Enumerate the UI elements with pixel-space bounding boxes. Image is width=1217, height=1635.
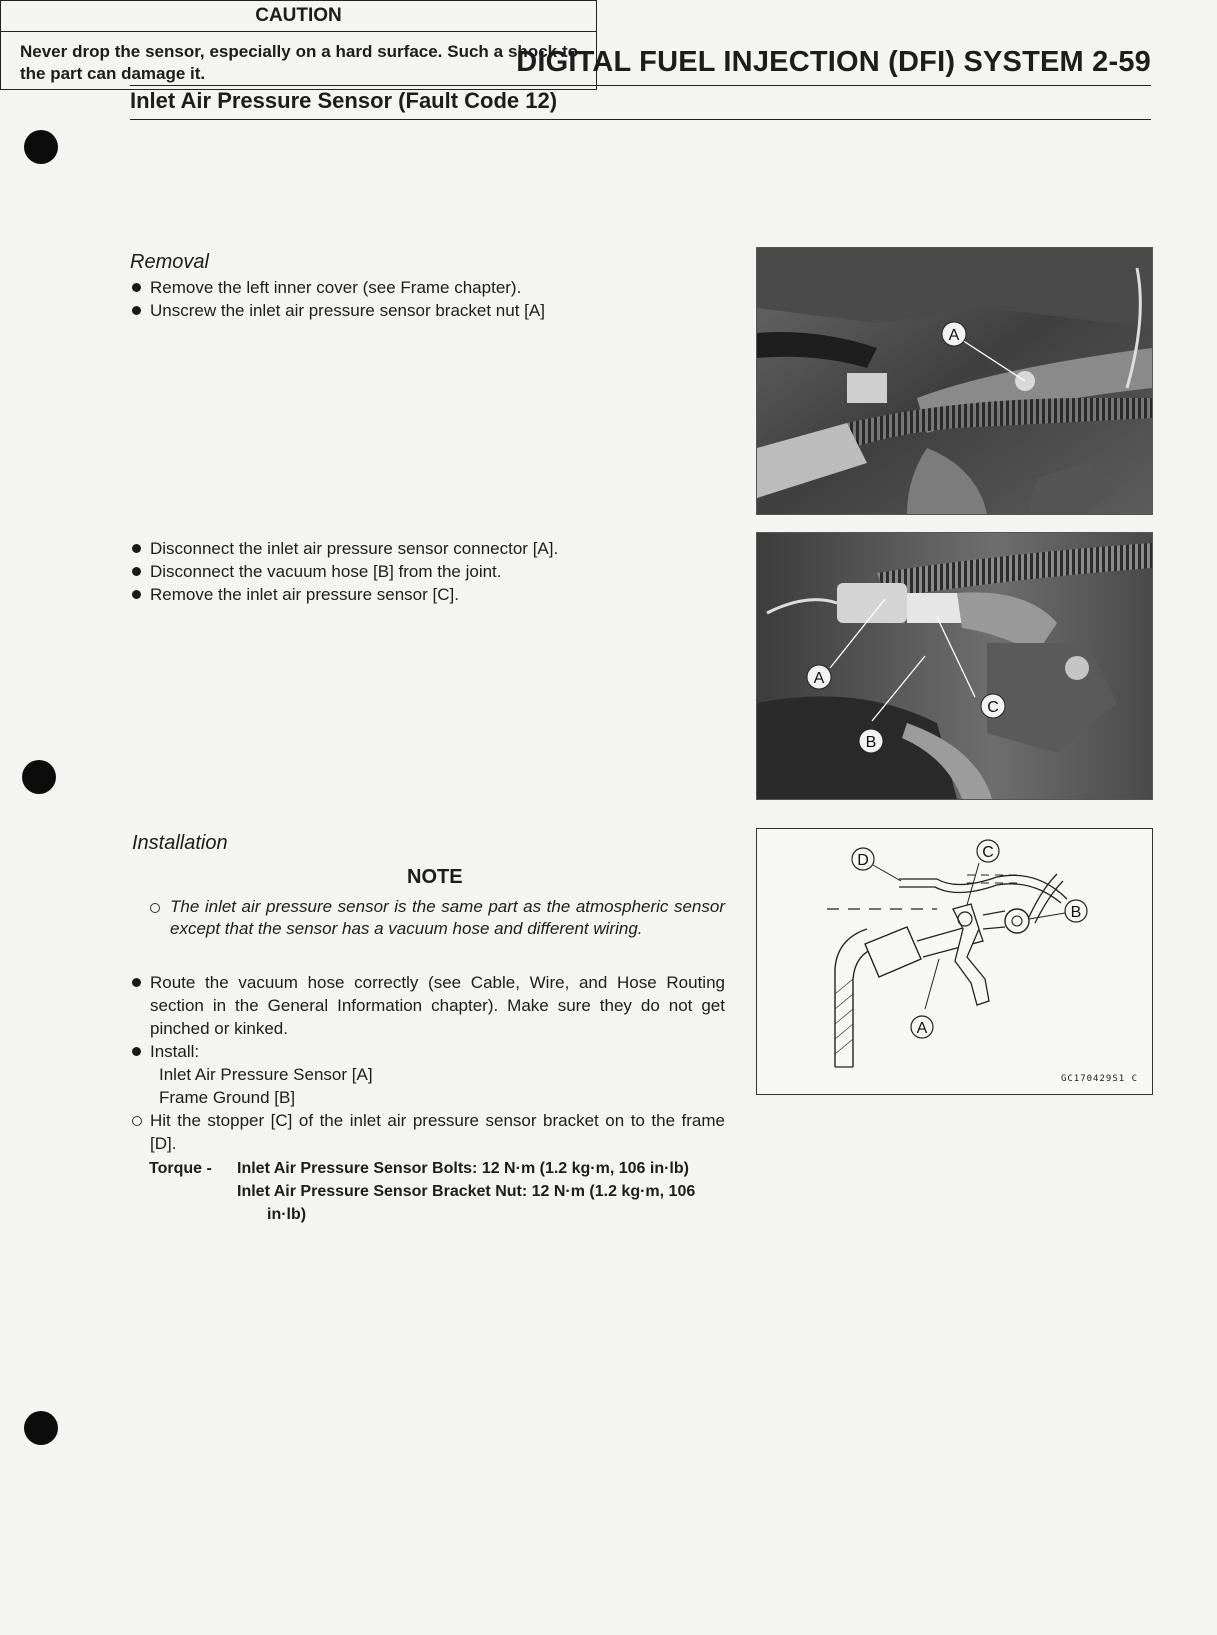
note-text: The inlet air pressure sensor is the same part as the atmospheric sensor except that the sensor has a vacuum hose and different wiring. xyxy=(170,897,725,938)
note-heading: NOTE xyxy=(407,866,463,888)
torque-spec: in·lb) xyxy=(267,1206,307,1223)
photo-sensor-connector xyxy=(756,532,1153,800)
bullet-icon xyxy=(132,306,141,315)
bullet-icon xyxy=(132,978,141,987)
step-text: Unscrew the inlet air pressure sensor bracket nut [A] xyxy=(150,301,545,320)
caution-box xyxy=(0,0,597,90)
bullet-icon xyxy=(132,544,141,553)
callout-label: A xyxy=(948,327,960,344)
photo-illustration xyxy=(757,533,1152,799)
callout-label: A xyxy=(916,1020,928,1037)
section-title: Inlet Air Pressure Sensor (Fault Code 12) xyxy=(130,88,558,113)
line-drawing xyxy=(757,829,1152,1094)
page-header-title: DIGITAL FUEL INJECTION (DFI) SYSTEM 2-59 xyxy=(516,46,1151,78)
list-item xyxy=(130,537,730,560)
punch-hole xyxy=(24,130,58,164)
installation-diagram xyxy=(756,828,1153,1095)
callout-label: C xyxy=(982,844,994,861)
caution-heading: CAUTION xyxy=(1,1,596,32)
torque-spec: Inlet Air Pressure Sensor Bolts: 12 N·m (1.2 kg·m, 106 in·lb) xyxy=(237,1160,689,1177)
list-item xyxy=(130,299,730,322)
hollow-bullet-icon xyxy=(150,903,160,913)
callout-label: B xyxy=(865,734,877,751)
installation-heading: Installation xyxy=(132,832,228,854)
callout-label: C xyxy=(987,699,999,716)
step-text: Disconnect the vacuum hose [B] from the joint. xyxy=(150,562,502,581)
list-item xyxy=(130,276,730,299)
bullet-icon xyxy=(132,567,141,576)
install-item: Inlet Air Pressure Sensor [A] xyxy=(159,1065,373,1084)
hollow-bullet-icon xyxy=(132,1116,142,1126)
step-text: Hit the stopper [C] of the inlet air pressure sensor bracket on to the frame [D]. xyxy=(150,1111,725,1153)
list-item xyxy=(130,1109,725,1155)
install-item: Frame Ground [B] xyxy=(159,1088,296,1107)
callout-label: D xyxy=(857,852,869,869)
step-text: Disconnect the inlet air pressure sensor connector [A]. xyxy=(150,539,559,558)
list-item xyxy=(130,1040,730,1063)
torque-spec: Inlet Air Pressure Sensor Bracket Nut: 12 N·m (1.2 kg·m, 106 xyxy=(237,1183,696,1200)
section-rule xyxy=(130,119,1151,120)
header-rule xyxy=(130,85,1151,86)
bullet-icon xyxy=(132,283,141,292)
step-text: Remove the left inner cover (see Frame chapter). xyxy=(150,278,522,297)
step-text: Route the vacuum hose correctly (see Cable, Wire, and Hose Routing section in the General Information chapter). Make sure they do not get pinched or kinked. xyxy=(150,973,725,1038)
caution-text: Never drop the sensor, especially on a hard surface. Such a shock to the part can damage it. xyxy=(20,42,578,83)
list-item xyxy=(130,560,730,583)
punch-hole xyxy=(24,1411,58,1445)
torque-label: Torque - xyxy=(149,1160,212,1177)
step-text: Install: xyxy=(150,1042,200,1061)
photo-sensor-bracket-nut xyxy=(756,247,1153,515)
figure-code: GC170429S1 C xyxy=(1060,1074,1138,1084)
bullet-icon xyxy=(132,590,141,599)
callout-label: B xyxy=(1070,904,1082,921)
removal-heading: Removal xyxy=(130,251,209,273)
step-text: Remove the inlet air pressure sensor [C]. xyxy=(150,585,459,604)
list-item xyxy=(130,971,725,1040)
punch-hole xyxy=(22,760,56,794)
bullet-icon xyxy=(132,1047,141,1056)
list-item xyxy=(130,583,730,606)
note-text-block xyxy=(150,896,725,940)
photo-illustration xyxy=(757,248,1152,514)
callout-label: A xyxy=(813,670,825,687)
